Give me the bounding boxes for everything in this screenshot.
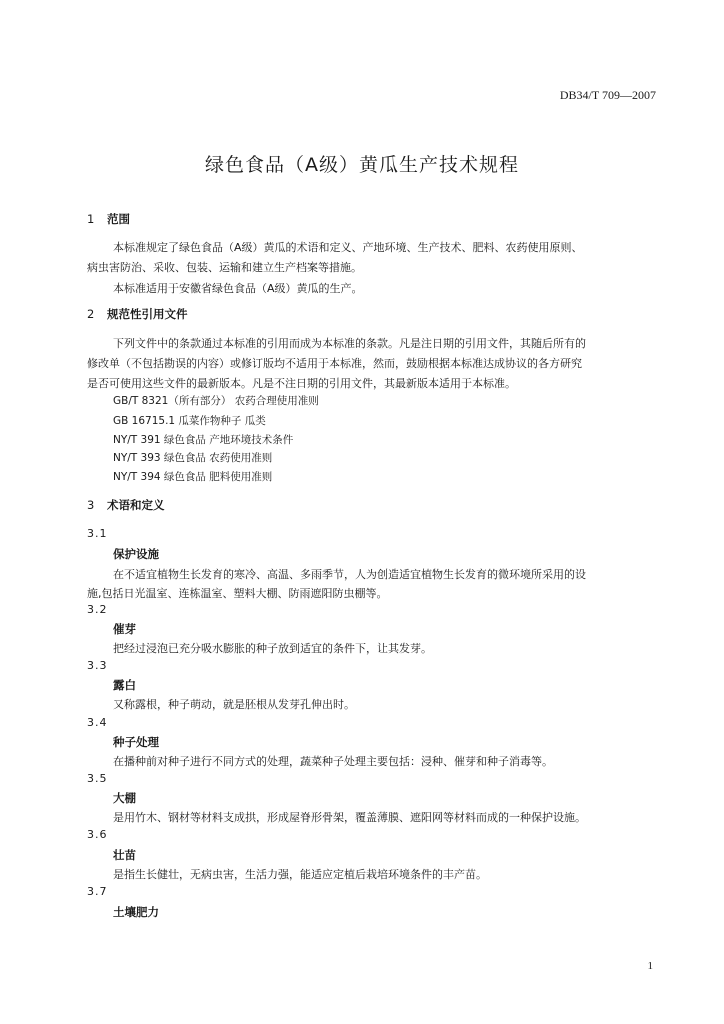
term-title: 壮苗	[113, 848, 136, 862]
paragraph-line: 病虫害防治、采收、包装、运输和建立生产档案等措施。	[87, 261, 362, 274]
section-heading-scope	[87, 211, 130, 227]
reference-item: GB 16715.1 瓜菜作物种子 瓜类	[113, 415, 266, 427]
subsection-number: 3.5	[87, 772, 108, 785]
term-title: 露白	[113, 678, 136, 692]
section-number: 1	[87, 212, 95, 226]
reference-item: GB/T 8321（所有部分） 农药合理使用准则	[113, 395, 319, 407]
paragraph-line: 本标准规定了绿色食品（A级）黄瓜的术语和定义、产地环境、生产技术、肥料、农药使用原则、	[113, 241, 583, 254]
term-definition: 是用竹木、钢材等材料支成拱，形成屋脊形骨架，覆盖薄膜、遮阳网等材料而成的一种保护设施。	[113, 811, 586, 824]
section-number: 2	[87, 307, 95, 321]
section-title: 范围	[107, 212, 130, 226]
subsection-number: 3.6	[87, 828, 108, 841]
term-definition: 是指生长健壮，无病虫害，生活力强，能适应定植后栽培环境条件的丰产苗。	[113, 868, 487, 881]
reference-item: NY/T 391 绿色食品 产地环境技术条件	[113, 434, 294, 446]
term-title: 保护设施	[113, 547, 159, 561]
document-title: 绿色食品（A级）黄瓜生产技术规程	[205, 154, 519, 176]
section-title: 术语和定义	[107, 498, 165, 512]
term-title: 大棚	[113, 791, 136, 805]
section-number: 3	[87, 498, 95, 512]
subsection-number: 3.1	[87, 527, 108, 540]
term-definition: 在不适宜植物生长发育的寒冷、高温、多雨季节，人为创造适宜植物生长发育的微环境所采用的设	[113, 568, 586, 581]
section-title: 规范性引用文件	[107, 307, 188, 321]
page-number: 1	[647, 960, 653, 972]
term-title: 土壤肥力	[113, 905, 159, 919]
term-title: 种子处理	[113, 735, 159, 749]
term-definition: 施,包括日光温室、连栋温室、塑料大棚、防雨遮阳防虫棚等。	[87, 587, 388, 600]
document-code: DB34/T 709—2007	[559, 88, 656, 102]
paragraph-line: 本标准适用于安徽省绿色食品（A级）黄瓜的生产。	[113, 282, 363, 295]
term-title: 催芽	[113, 622, 136, 636]
subsection-number: 3.2	[87, 603, 108, 616]
section-heading-terms-definitions	[87, 497, 165, 513]
reference-item: NY/T 394 绿色食品 肥料使用准则	[113, 471, 273, 483]
subsection-number: 3.3	[87, 659, 108, 672]
section-heading-normative-references	[87, 306, 188, 322]
term-definition: 在播种前对种子进行不同方式的处理，蔬菜种子处理主要包括：浸种、催芽和种子消毒等。	[113, 755, 553, 768]
paragraph-line: 修改单（不包括勘误的内容）或修订版均不适用于本标准，然而，鼓励根据本标准达成协议的各方研究	[87, 357, 582, 370]
term-definition: 又称露根，种子萌动，就是胚根从发芽孔伸出时。	[113, 698, 355, 711]
paragraph-line: 是否可使用这些文件的最新版本。凡是不注日期的引用文件，其最新版本适用于本标准。	[87, 377, 516, 390]
reference-item: NY/T 393 绿色食品 农药使用准则	[113, 452, 273, 464]
paragraph-line: 下列文件中的条款通过本标准的引用而成为本标准的条款。凡是注日期的引用文件，其随后所有的	[113, 337, 586, 350]
subsection-number: 3.7	[87, 885, 108, 898]
term-definition: 把经过浸泡已充分吸水膨胀的种子放到适宜的条件下，让其发芽。	[113, 642, 432, 655]
subsection-number: 3.4	[87, 716, 108, 729]
